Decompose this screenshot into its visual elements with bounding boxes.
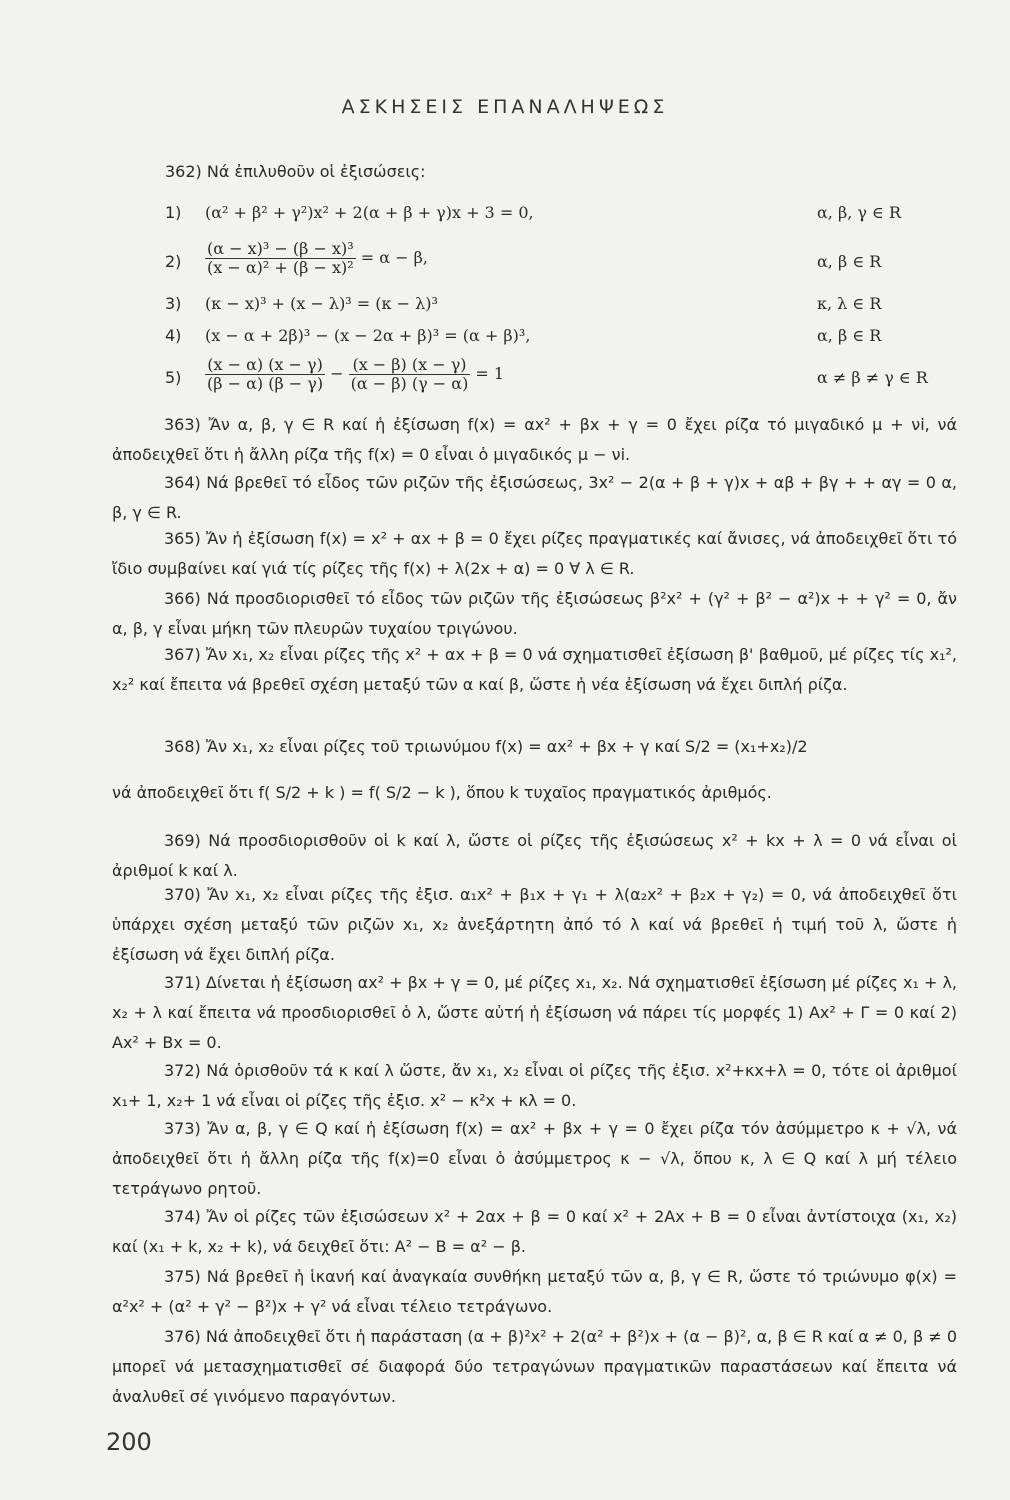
numerator: (α − x)³ − (β − x)³ bbox=[207, 239, 354, 258]
numerator: (x − α) (x − γ) bbox=[205, 356, 325, 375]
problem-374: 374) Ἄν οἱ ρίζες τῶν ἐξισώσεων x² + 2αx + β = 0 καί x² + 2Αx + Β = 0 εἶναι ἀντίστοιχα (x₁, x₂) καί (x₁ + k, x₂ + k), νά δειχθεῖ ὅτι: Α² − Β = α² − β. bbox=[112, 1207, 957, 1256]
equation-condition: α, β, γ ∈ R bbox=[817, 203, 902, 222]
problem-371: 371) Δίνεται ἡ ἐξίσωση αx² + βx + γ = 0, μέ ρίζες x₁, x₂. Νά σχηματισθεῖ ἐξίσωση μέ ρίζες x₁ + λ, x₂ + λ καί ἔπειτα νά προσδιορισθεῖ ὁ λ, ὥστε αὐτή ἡ ἐξίσωση νά πάρει τίς μορφές 1) Αx² + Γ = 0 καί 2) Αx² + Βx = 0. bbox=[112, 973, 957, 1052]
equation-condition: α ≠ β ≠ γ ∈ R bbox=[817, 368, 928, 387]
problem-366: 366) Νά προσδιορισθεῖ τό εἶδος τῶν ριζῶν τῆς ἐξισώσεως β²x² + (γ² + β² − α²)x + + γ² = 0, ἄν α, β, γ εἶναι μήκη τῶν πλευρῶν τυχαίου τριγώνου. bbox=[112, 589, 957, 638]
equation-5 bbox=[165, 356, 965, 406]
equation-index: 4) bbox=[165, 326, 182, 345]
equation-condition: α, β ∈ R bbox=[817, 326, 882, 345]
equation-rhs: = 1 bbox=[475, 364, 505, 383]
problem-364: 364) Νά βρεθεῖ τό εἶδος τῶν ριζῶν τῆς ἐξισώσεως, 3x² − 2(α + β + γ)x + αβ + βγ + + αγ = 0 α, β, γ ∈ R. bbox=[112, 473, 957, 522]
problem-365: 365) Ἄν ἡ ἐξίσωση f(x) = x² + αx + β = 0 ἔχει ρίζες πραγματικές καί ἄνισες, νά ἀποδειχθεῖ ὅτι τό ἴδιο συμβαίνει καί γιά τίς ρίζες τῆς f(x) + λ(2x + α) = 0 ∀ λ ∈ R. bbox=[112, 529, 957, 578]
problem-370: 370) Ἄν x₁, x₂ εἶναι ρίζες τῆς ἐξισ. α₁x² + β₁x + γ₁ + λ(α₂x² + β₂x + γ₂) = 0, νά ἀποδειχθεῖ ὅτι ὑπάρχει σχέση μεταξύ τῶν ριζῶν x₁, x₂ ἀνεξάρτητη ἀπό τό λ καί νά βρεθεῖ ἡ τιμή τοῦ λ, ὥστε ἡ ἐξίσωση νά ἔχει διπλή ρίζα. bbox=[112, 885, 957, 964]
problem-368-line1: 368) Ἄν x₁, x₂ εἶναι ρίζες τοῦ τριωνύμου f(x) = αx² + βx + γ καί S/2 = (x₁+x₂)/2 bbox=[164, 737, 808, 756]
page-number: 200 bbox=[106, 1428, 152, 1456]
problem-367: 367) Ἄν x₁, x₂ εἶναι ρίζες τῆς x² + αx + β = 0 νά σχηματισθεῖ ἐξίσωση β' βαθμοῦ, μέ ρίζες τίς x₁², x₂² καί ἔπειτα νά βρεθεῖ σχέση μεταξύ τῶν α καί β, ὥστε ἡ νέα ἐξίσωση νά ἔχει διπλή ρίζα. bbox=[112, 645, 957, 694]
equation-index: 2) bbox=[165, 252, 182, 271]
equation-4 bbox=[165, 326, 965, 358]
denominator: (β − α) (β − γ) bbox=[207, 374, 324, 393]
equation-expression: (α² + β² + γ²)x² + 2(α + β + γ)x + 3 = 0, bbox=[205, 203, 534, 222]
equation-rhs: = α − β, bbox=[360, 248, 428, 267]
problem-376: 376) Νά ἀποδειχθεῖ ὅτι ἡ παράσταση (α + β)²x² + 2(α² + β²)x + (α − β)², α, β ∈ R καί α ≠ 0, β ≠ 0 μπορεῖ νά μετασχηματισθεῖ σέ διαφορά δύο τετραγώνων πραγματικῶν παραστάσεων καί ἔπειτα νά ἀναλυθεῖ σέ γινόμενο παραγόντων. bbox=[112, 1327, 957, 1406]
equation-2 bbox=[165, 240, 965, 290]
problem-372: 372) Νά ὁρισθοῦν τά κ καί λ ὥστε, ἄν x₁, x₂ εἶναι οἱ ρίζες τῆς ἐξισ. x²+κx+λ = 0, τότε οἱ ἀριθμοί x₁+ 1, x₂+ 1 νά εἶναι οἱ ρίζες τῆς ἐξισ. x² − κ²x + κλ = 0. bbox=[112, 1061, 957, 1110]
denominator: (α − β) (γ − α) bbox=[350, 374, 469, 393]
fraction bbox=[205, 240, 356, 277]
fraction bbox=[205, 356, 325, 393]
equation-index: 3) bbox=[165, 294, 182, 313]
problem-369: 369) Νά προσδιορισθοῦν οἱ k καί λ, ὥστε οἱ ρίζες τῆς ἐξισώσεως x² + kx + λ = 0 νά εἶναι οἱ ἀριθμοί k καί λ. bbox=[112, 831, 957, 880]
problem-375: 375) Νά βρεθεῖ ἡ ἱκανή καί ἀναγκαία συνθήκη μεταξύ τῶν α, β, γ ∈ R, ὥστε τό τριώνυμο φ(x) = α²x² + (α² + γ² − β²)x + γ² νά εἶναι τέλειο τετράγωνο. bbox=[112, 1267, 957, 1316]
equation-condition: κ, λ ∈ R bbox=[817, 294, 882, 313]
equation-expression bbox=[205, 240, 428, 277]
equation-expression: $\frac{(x - \alpha) (x - \gamma)}{(\beta - \alpha) (\beta - \gamma)}$ − $\frac{(x - \beta) (x - \gamma)}{(\alpha - \beta) (\gamma - \alpha)}$ = 1 bbox=[207, 355, 505, 393]
equation-3 bbox=[165, 294, 965, 326]
problem-362-intro: 362) Νά ἐπιλυθοῦν οἱ ἐξισώσεις: bbox=[165, 162, 426, 181]
equation-expression: (x − α + 2β)³ − (x − 2α + β)³ = (α + β)³, bbox=[205, 326, 531, 345]
problem-368-line2: νά ἀποδειχθεῖ ὅτι f( S/2 + k ) = f( S/2 − k ), ὅπου k τυχαῖος πραγματικός ἀριθμός. bbox=[112, 783, 772, 802]
equation-condition: α, β ∈ R bbox=[817, 252, 882, 271]
equation-index: 1) bbox=[165, 203, 182, 222]
equation-1 bbox=[165, 203, 965, 235]
equation-expression: (κ − x)³ + (x − λ)³ = (κ − λ)³ bbox=[205, 294, 438, 313]
problem-363: 363) Ἄν α, β, γ ∈ R καί ἡ ἐξίσωση f(x) = αx² + βx + γ = 0 ἔχει ρίζα τό μιγαδικό μ + νi, νά ἀποδειχθεῖ ὅτι ἡ ἄλλη ρίζα τῆς f(x) = 0 εἶναι ὁ μιγαδικός μ − νi. bbox=[112, 415, 957, 464]
problem-373: 373) Ἄν α, β, γ ∈ Q καί ἡ ἐξίσωση f(x) = αx² + βx + γ = 0 ἔχει ρίζα τόν ἀσύμμετρο κ + √λ, νά ἀποδειχθεῖ ὅτι ἡ ἄλλη ρίζα τῆς f(x)=0 εἶναι ὁ ἀσύμμετρος κ − √λ, ὅπου κ, λ ∈ Q καί λ μή τέλειο τετράγωνο ρητοῦ. bbox=[112, 1119, 958, 1198]
equation-index: 5) bbox=[165, 368, 182, 387]
denominator: (x − α)² + (β − x)² bbox=[207, 258, 354, 277]
page-header: ΑΣΚΗΣΕΙΣ ΕΠΑΝΑΛΗΨΕΩΣ bbox=[341, 96, 669, 118]
fraction bbox=[349, 356, 471, 393]
numerator: (x − β) (x − γ) bbox=[349, 356, 471, 375]
